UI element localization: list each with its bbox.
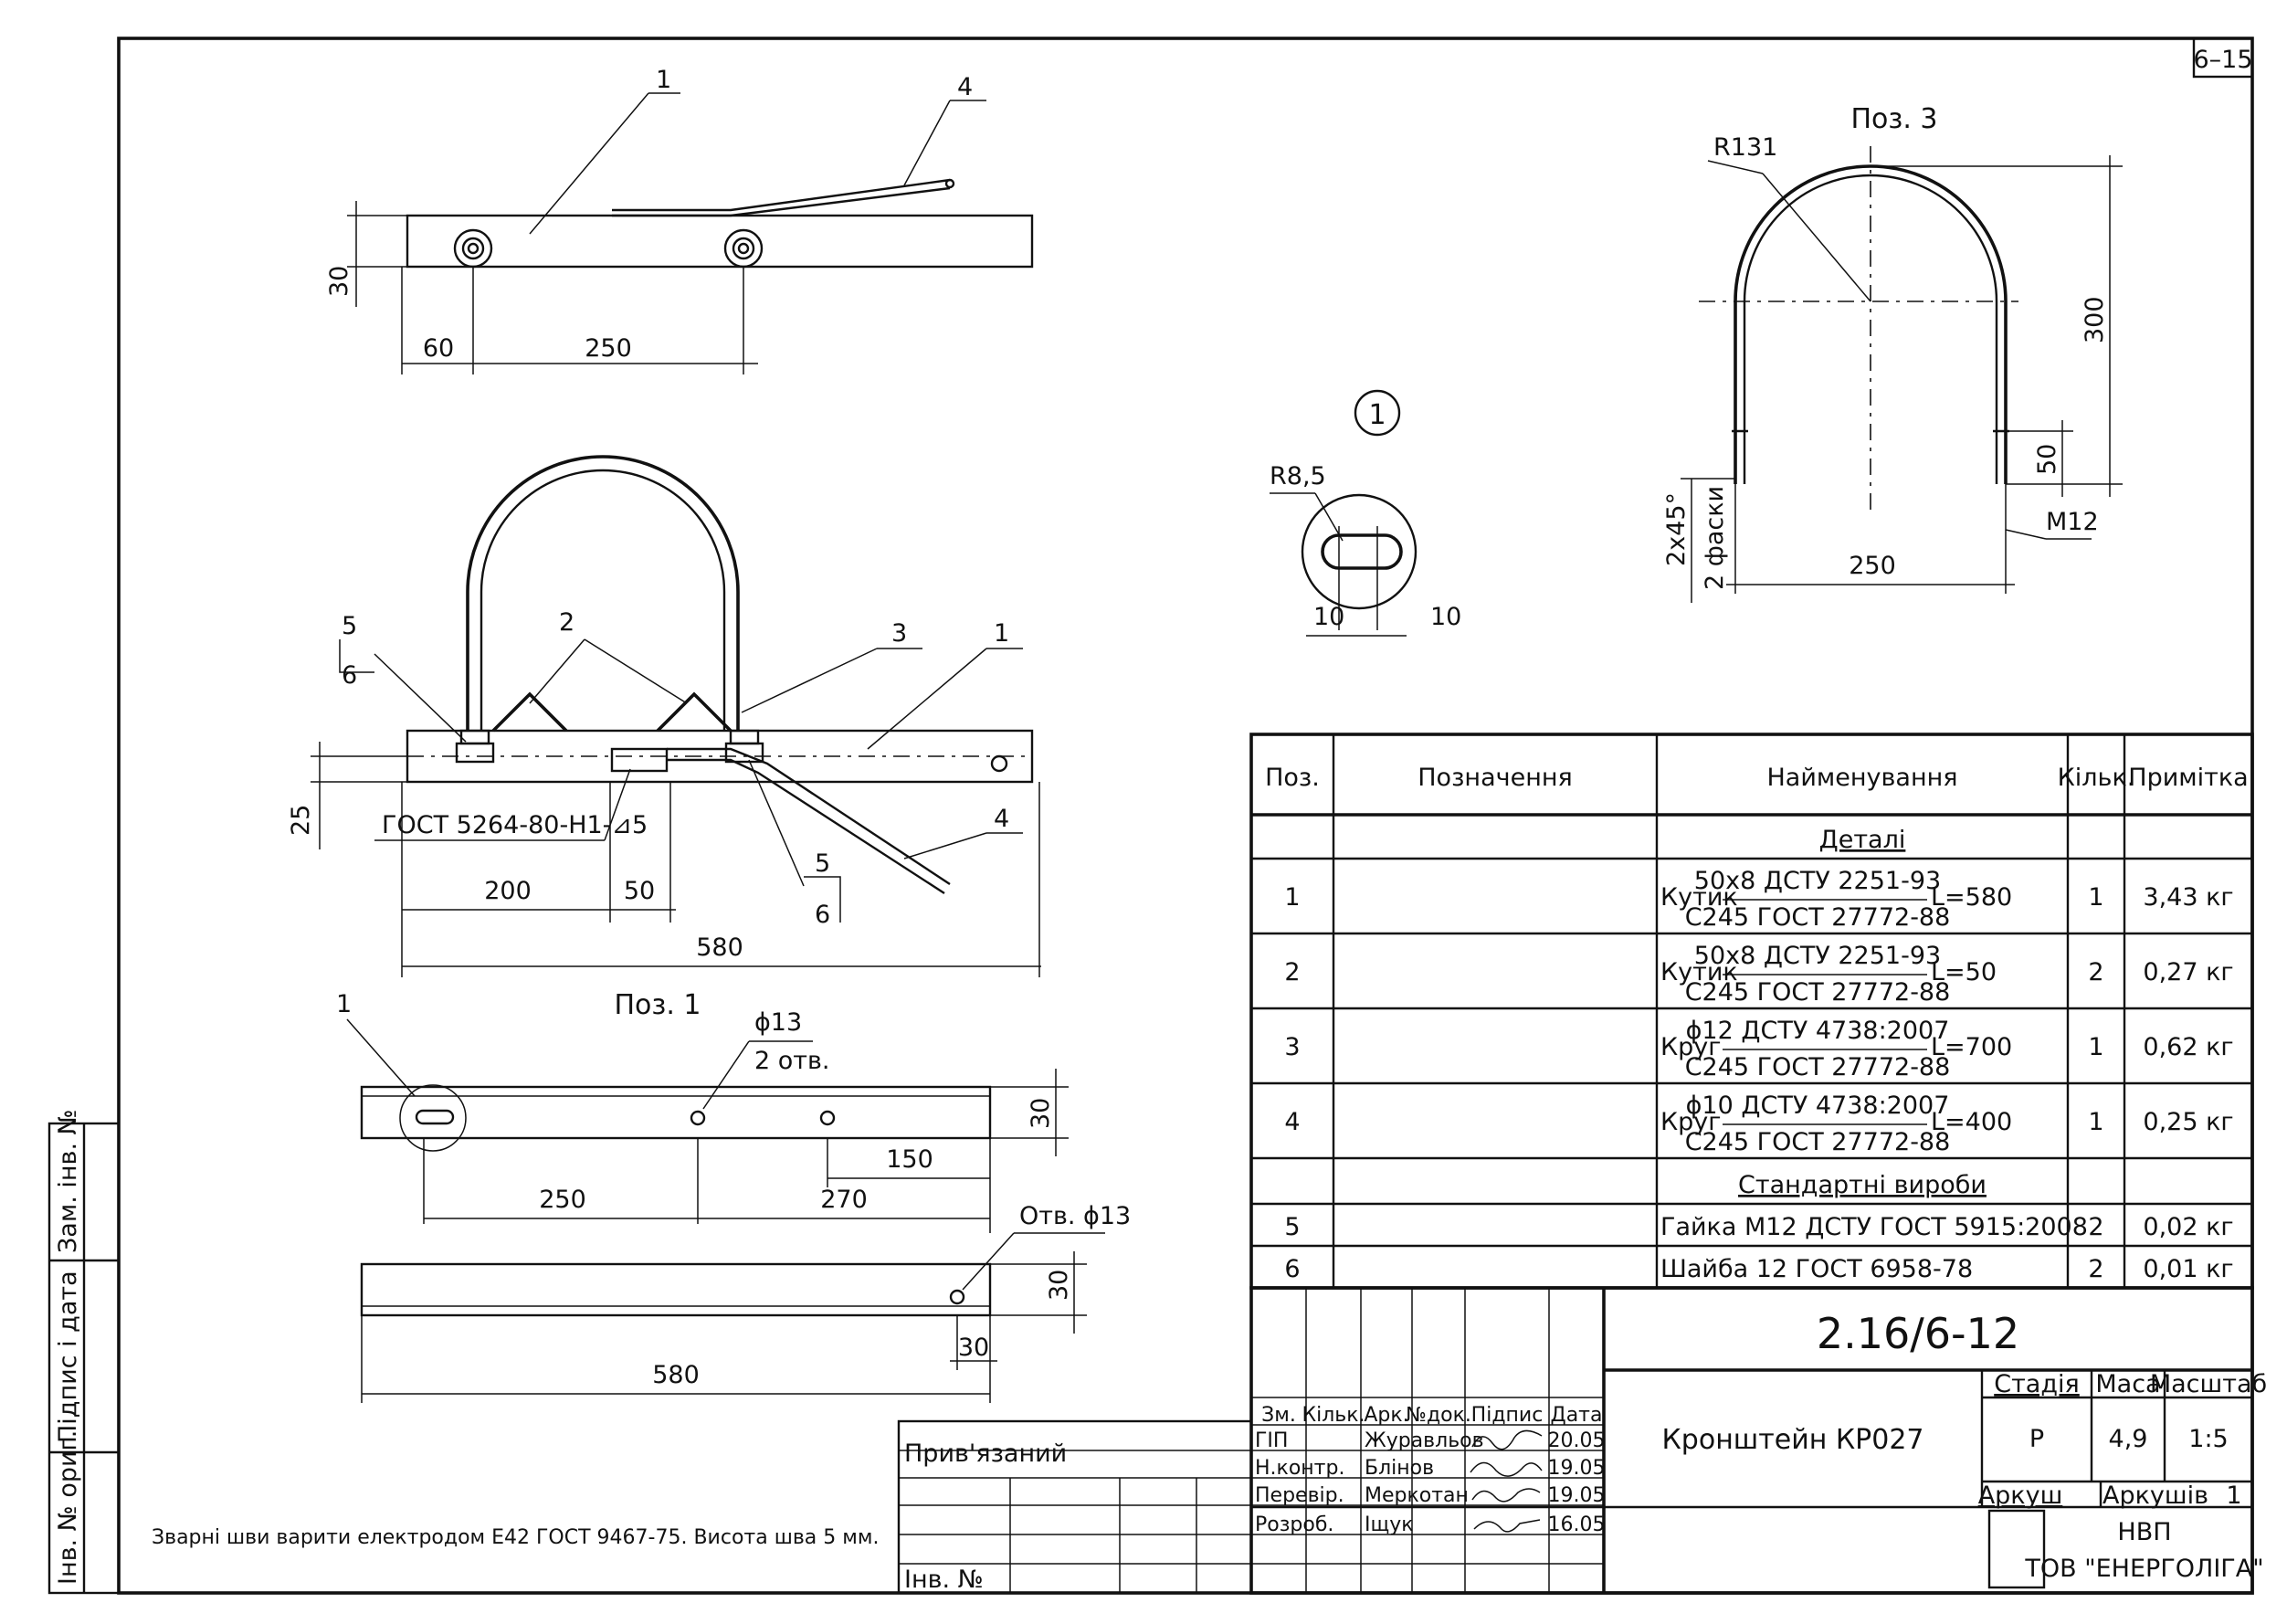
spec-row-denominator: С245 ГОСТ 27772-88 — [1684, 1128, 1951, 1156]
spec-header-designation: Позначення — [1418, 764, 1573, 792]
asm-callout-6: 6 — [342, 661, 358, 690]
sheet-code: 6–15 — [2193, 46, 2253, 74]
spec-row-length: L=700 — [1931, 1033, 2013, 1061]
asm-callout-2: 2 — [559, 608, 575, 637]
asm-callout-6b: 6 — [815, 901, 831, 929]
top-callout-1: 1 — [656, 66, 672, 94]
spec-row-pos: 4 — [1284, 1108, 1301, 1136]
tb-header-change: Зм. — [1261, 1404, 1296, 1427]
spec-row-numerator: 50х8 ДСТУ 2251-93 — [1693, 942, 1942, 970]
detail1-dim-10b: 10 — [1430, 603, 1462, 631]
inv-no-label: Інв. № — [904, 1566, 984, 1594]
spec-std-qty: 2 — [2088, 1255, 2104, 1283]
spec-row-qty: 1 — [2088, 883, 2104, 912]
spec-row-qty: 2 — [2088, 958, 2104, 986]
tb-date: 16.05 — [1547, 1513, 1606, 1536]
signature-3 — [1472, 1489, 1540, 1502]
asm-dim-580: 580 — [696, 933, 743, 962]
spec-row-note: 0,62 кг — [2143, 1033, 2234, 1061]
spec-std-pos: 5 — [1284, 1213, 1301, 1241]
top-dim-30: 30 — [325, 265, 353, 297]
pos3-chamfer-b: 2 фаски — [1701, 485, 1729, 590]
spec-header-note: Примітка — [2128, 764, 2249, 792]
tb-person: Блінов — [1365, 1457, 1435, 1480]
top-dim-250: 250 — [585, 334, 632, 363]
asm-dim-25: 25 — [287, 804, 315, 836]
spec-row-length: L=50 — [1931, 958, 1997, 986]
spec-row-prefix: Круг — [1660, 1108, 1722, 1136]
sheets-value: 1 — [2226, 1482, 2242, 1510]
pos3-radius: R131 — [1713, 133, 1778, 162]
pos3-chamfer-a: 2х45° — [1662, 491, 1691, 566]
title-block — [899, 1288, 2267, 1594]
stage-label: Стадія — [1994, 1370, 2080, 1398]
asm-dim-200: 200 — [484, 877, 532, 905]
scale-label: Масштаб — [2149, 1370, 2268, 1398]
spec-row-pos: 2 — [1284, 958, 1301, 986]
pos3-view — [1662, 103, 2123, 603]
spec-row-qty: 1 — [2088, 1108, 2104, 1136]
pos1-dim-150: 150 — [886, 1145, 933, 1174]
asm-callout-1: 1 — [994, 619, 1010, 648]
sheet-label: Аркуш — [1977, 1482, 2063, 1510]
asm-callout-5: 5 — [342, 612, 358, 640]
pos1-dim-30: 30 — [1027, 1097, 1055, 1129]
spec-row-pos: 3 — [1284, 1033, 1301, 1061]
tb-person: Іщук — [1365, 1513, 1414, 1536]
pos1-dim-580: 580 — [652, 1361, 700, 1389]
side-sign-date: Підпис і дата — [54, 1271, 82, 1443]
pos1-callout-1: 1 — [336, 990, 353, 1018]
doc-code: 2.16/6-12 — [1816, 1309, 2020, 1358]
spec-std-pos: 6 — [1284, 1255, 1301, 1283]
org-line-2: ТОВ "ЕНЕРГОЛІГА" — [2025, 1555, 2264, 1583]
pos3-dim-50: 50 — [2033, 443, 2061, 475]
tb-role: Розроб. — [1255, 1513, 1334, 1536]
spec-std-note: 0,01 кг — [2143, 1255, 2234, 1283]
sheets-label: Аркушів — [2102, 1482, 2209, 1510]
top-dim-60: 60 — [422, 334, 455, 363]
spec-std-qty: 2 — [2088, 1213, 2104, 1241]
tb-date: 19.05 — [1547, 1457, 1606, 1480]
spec-section-parts: Деталі — [1818, 826, 1906, 854]
pos1-dim-30b: 30 — [1045, 1269, 1073, 1301]
mass-label: Маса — [2095, 1370, 2161, 1398]
org-line-1: НВП — [2117, 1518, 2172, 1546]
top-callout-4: 4 — [957, 73, 974, 101]
tb-role: Н.контр. — [1255, 1457, 1345, 1480]
spec-row-numerator: 50х8 ДСТУ 2251-93 — [1693, 867, 1942, 895]
pos1-holes: 2 отв. — [754, 1047, 830, 1075]
spec-std-name: Гайка М12 ДСТУ ГОСТ 5915:2008 — [1660, 1213, 2088, 1241]
spec-row-prefix: Кутик — [1660, 958, 1738, 986]
asm-callout-4: 4 — [994, 805, 1010, 833]
mass-value: 4,9 — [2108, 1425, 2148, 1453]
tb-header-docno: №док. — [1406, 1404, 1471, 1427]
side-replaced-inv: Зам. інв. № — [54, 1109, 82, 1253]
detail-1 — [1270, 391, 1461, 636]
spec-std-note: 0,02 кг — [2143, 1213, 2234, 1241]
tb-person: Меркотан — [1365, 1484, 1469, 1507]
spec-row-denominator: С245 ГОСТ 27772-88 — [1684, 1053, 1951, 1081]
spec-row-qty: 1 — [2088, 1033, 2104, 1061]
pos3-dim-300: 300 — [2081, 296, 2109, 343]
tb-date: 19.05 — [1547, 1484, 1606, 1507]
spec-row-length: L=400 — [1931, 1108, 2013, 1136]
signature-2 — [1470, 1462, 1542, 1476]
top-view — [325, 66, 1032, 374]
pos1-hole: ϕ13 — [754, 1008, 803, 1037]
tb-header-date: Дата — [1550, 1404, 1603, 1427]
assembly-view — [287, 457, 1041, 977]
spec-section-std: Стандартні вироби — [1738, 1171, 1987, 1199]
attached-label: Прив'язаний — [904, 1439, 1068, 1468]
pos1-title: Поз. 1 — [614, 989, 701, 1021]
pos1-dim-30c: 30 — [957, 1334, 990, 1362]
spec-table — [1251, 734, 2252, 1288]
asm-callout-5b: 5 — [815, 849, 831, 878]
pos1-dim-250: 250 — [539, 1186, 586, 1214]
side-strip — [49, 1109, 119, 1593]
weld-note: Зварні шви варити електродом Е42 ГОСТ 9467-75. Висота шва 5 мм. — [152, 1526, 880, 1549]
spec-row-note: 0,25 кг — [2143, 1108, 2234, 1136]
spec-row-prefix: Круг — [1660, 1033, 1722, 1061]
pos1-dim-270: 270 — [820, 1186, 868, 1214]
spec-header-qty: Кільк. — [2057, 764, 2135, 792]
asm-weld-note: ГОСТ 5264-80-Н1-⊿5 — [382, 811, 648, 839]
spec-row-note: 3,43 кг — [2143, 883, 2234, 912]
detail1-label: 1 — [1368, 399, 1386, 431]
pos1-views — [336, 989, 1131, 1403]
asm-dim-50: 50 — [623, 877, 656, 905]
spec-std-name: Шайба 12 ГОСТ 6958-78 — [1660, 1255, 1974, 1283]
spec-row-prefix: Кутик — [1660, 883, 1738, 912]
side-inv-orig: Інв. № ориг. — [54, 1429, 82, 1585]
tb-header-sheet: Арк. — [1364, 1404, 1409, 1427]
detail1-radius: R8,5 — [1270, 462, 1326, 490]
spec-row-note: 0,27 кг — [2143, 958, 2234, 986]
tb-header-signature: Підпис — [1470, 1404, 1544, 1427]
spec-header-pos: Поз. — [1265, 764, 1320, 792]
spec-row-denominator: С245 ГОСТ 27772-88 — [1684, 903, 1951, 932]
scale-value: 1:5 — [2188, 1425, 2229, 1453]
tb-person: Журавльов — [1365, 1429, 1484, 1452]
drawing-name: Кронштейн КР027 — [1661, 1424, 1924, 1456]
pos3-dim-250: 250 — [1849, 552, 1896, 580]
pos3-thread: M12 — [2046, 508, 2099, 536]
spec-row-length: L=580 — [1931, 883, 2013, 912]
tb-role: Перевір. — [1255, 1484, 1344, 1507]
tb-header-qty: Кільк. — [1302, 1404, 1365, 1427]
stage-value: Р — [2029, 1425, 2045, 1453]
spec-row-denominator: С245 ГОСТ 27772-88 — [1684, 978, 1951, 1007]
spec-row-pos: 1 — [1284, 883, 1301, 912]
detail1-dim-10a: 10 — [1313, 603, 1345, 631]
asm-callout-3: 3 — [891, 619, 908, 648]
spec-row-numerator: ϕ10 ДСТУ 4738:2007 — [1685, 1091, 1950, 1120]
spec-header-name: Найменування — [1766, 764, 1958, 792]
signature-4 — [1474, 1520, 1540, 1532]
pos1-hole2: Отв. ϕ13 — [1019, 1202, 1132, 1230]
spec-row-numerator: ϕ12 ДСТУ 4738:2007 — [1685, 1017, 1950, 1045]
tb-date: 20.05 — [1547, 1429, 1606, 1452]
tb-role: ГІП — [1255, 1429, 1289, 1452]
pos3-title: Поз. 3 — [1850, 103, 1938, 135]
